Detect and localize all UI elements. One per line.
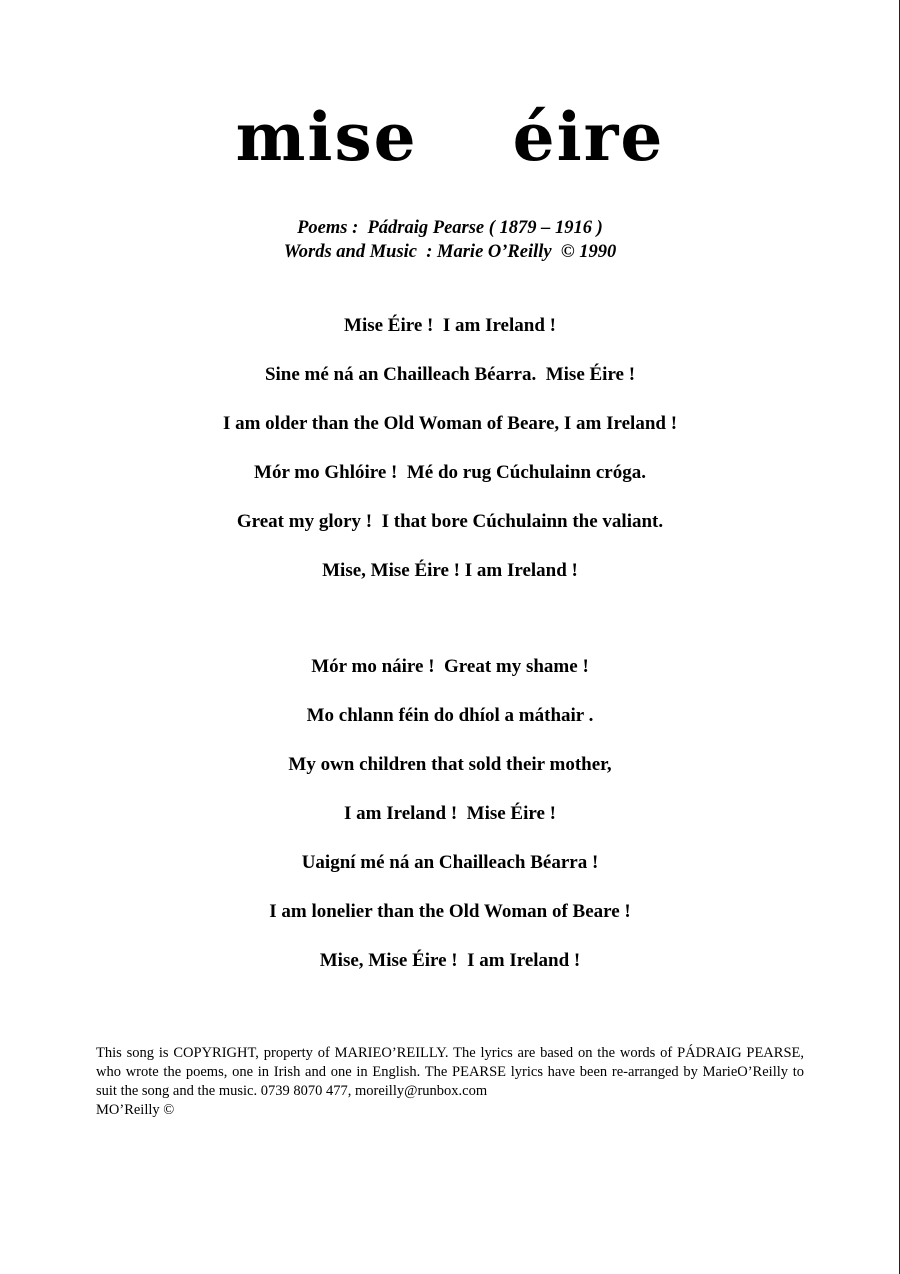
credit-poems: Poems : Pádraig Pearse ( 1879 – 1916 ) <box>297 218 603 238</box>
lyric-line: Mo chlann féin do dhíol a máthair . <box>306 705 594 726</box>
copyright-text: This song is COPYRIGHT, property of MARIEO’REILLY. The lyrics are based on the words of PÁDRAIG PEARSE, who wrote the poems, one in Irish and one in English. The PEARSE lyrics have been re-arranged by MarieO’Reilly to suit the song and the music. 0739 8070 477, moreilly@runbox.com <box>96 1045 804 1099</box>
lyric-line: Mór mo náire ! Great my shame ! <box>311 656 589 677</box>
copyright-signature: MO’Reilly © <box>96 1102 175 1118</box>
lyric-line: Uaigní mé ná an Chailleach Béarra ! <box>301 852 599 873</box>
lyric-line: My own children that sold their mother, <box>288 754 612 775</box>
copyright-notice <box>96 1044 804 1120</box>
verse-2 <box>0 654 900 997</box>
lyric-line: Mise Éire ! I am Ireland ! <box>344 315 556 336</box>
credit-words-music: Words and Music : Marie O’Reilly © 1990 <box>283 242 617 262</box>
verse-1 <box>0 313 900 607</box>
lyric-line: Sine mé ná an Chailleach Béarra. Mise Éire ! <box>264 364 636 385</box>
lyric-line: I am Ireland ! Mise Éire ! <box>344 803 556 824</box>
lyric-line: I am lonelier than the Old Woman of Beare ! <box>269 901 631 922</box>
page-title: mise éire <box>235 98 665 176</box>
lyric-line: Mise, Mise Éire ! I am Ireland ! <box>322 560 578 581</box>
lyric-line: Mór mo Ghlóire ! Mé do rug Cúchulainn cróga. <box>254 462 646 483</box>
credits <box>0 216 900 264</box>
lyric-line: Mise, Mise Éire ! I am Ireland ! <box>319 950 581 971</box>
lyric-line: Great my glory ! I that bore Cúchulainn the valiant. <box>236 511 664 532</box>
lyric-line: I am older than the Old Woman of Beare, I am Ireland ! <box>222 413 678 434</box>
